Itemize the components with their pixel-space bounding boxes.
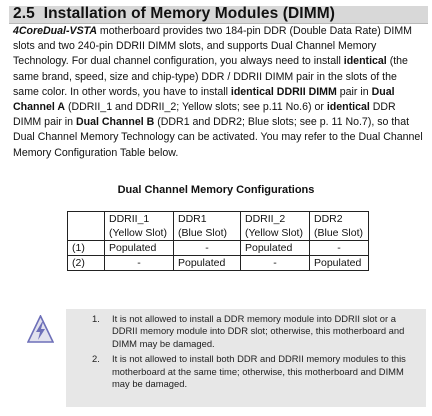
paragraph-emphasis: identical	[343, 55, 387, 68]
memory-config-table	[67, 211, 369, 271]
paragraph-text: (DDR1 and DDR2; Blue slots; see p. 11 No.7), so that Dual Channel Memory Technology can be activated. You may refer to the Dual Channel Memory Configuration Table below.	[13, 116, 423, 159]
list-item	[92, 313, 412, 350]
warning-lightning-triangle-icon	[27, 315, 54, 344]
column-header: DDRII_1 (Yellow Slot)	[105, 212, 174, 241]
paragraph-emphasis: Dual Channel B	[75, 116, 155, 129]
table-cell: -	[174, 241, 241, 256]
table-cell: Populated	[310, 256, 369, 271]
section-number: 2.5	[13, 5, 35, 22]
product-name: 4CoreDual-VSTA	[13, 25, 97, 37]
table-corner-cell	[68, 212, 105, 241]
paragraph-text: (DDRII_1 and DDRII_2; Yellow slots; see p.11 No.6) or	[65, 101, 327, 114]
paragraph-emphasis: Dual Channel A	[13, 85, 395, 114]
row-label: (2)	[68, 256, 105, 271]
list-item	[92, 353, 412, 390]
table-cell: Populated	[174, 256, 241, 271]
paragraph-emphasis: identical DDRII DIMM	[230, 85, 337, 98]
intro-paragraph	[13, 24, 423, 161]
note-number: 2.	[92, 353, 100, 365]
paragraph-text: (the same brand, speed, size and chip-type) DDR / DDRII DIMM pair in the slots of the same color. In other words, you have to install	[13, 55, 408, 98]
section-heading	[13, 5, 335, 23]
table-cell: -	[241, 256, 310, 271]
caution-notes-list	[92, 313, 412, 393]
note-text: It is not allowed to install both DDR and DDRII memory modules to this motherboard at the same time; otherwise, this motherboard and DIMM may be damaged.	[112, 353, 406, 390]
paragraph-text: motherboard provides two 184-pin DDR (Double Data Rate) DIMM slots and two 240-pin DDRII DIMM slots, and supports Dual Channel Memory Technology. For dual channel configuration, you always need to install	[13, 25, 412, 68]
paragraph-text: pair in	[336, 85, 372, 98]
note-text: It is not allowed to install a DDR memory module into DDRII slot or a DDRII memory module into DDR slot; otherwise, this motherboard and DIMM may be damaged.	[112, 313, 405, 349]
paragraph-text: DDR DIMM pair in	[13, 101, 396, 129]
table-header-row	[68, 212, 369, 241]
row-label: (1)	[68, 241, 105, 256]
table-cell: Populated	[105, 241, 174, 256]
table-row	[68, 241, 369, 256]
paragraph-emphasis: identical	[326, 101, 370, 114]
note-number: 1.	[92, 313, 100, 324]
table-cell: -	[310, 241, 369, 256]
table-title: Dual Channel Memory Configurations	[117, 184, 315, 196]
table-row	[68, 256, 369, 271]
column-header: DDR2 (Blue Slot)	[310, 212, 369, 241]
column-header: DDR1 (Blue Slot)	[174, 212, 241, 241]
column-header: DDRII_2 (Yellow Slot)	[241, 212, 310, 241]
section-title: Installation of Memory Modules (DIMM)	[43, 5, 335, 22]
table-cell: -	[105, 256, 174, 271]
table-cell: Populated	[241, 241, 310, 256]
